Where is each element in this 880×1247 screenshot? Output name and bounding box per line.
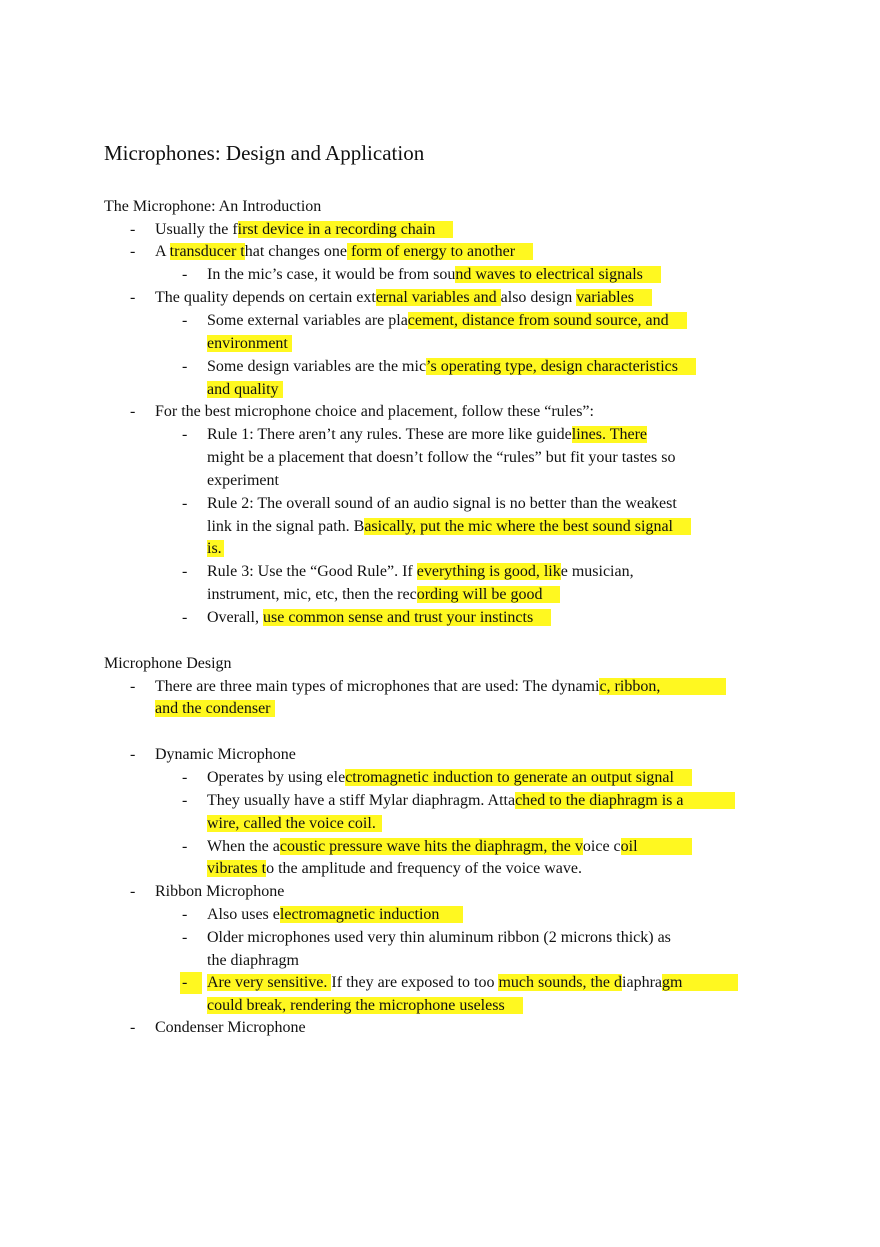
- list-item-continuation: instrument, mic, etc, then the recording will be good: [207, 584, 560, 606]
- list-item: Older microphones used very thin aluminum ribbon (2 microns thick) as: [207, 929, 671, 946]
- list-item: Some design variables are the mic’s operating type, design characteristics: [207, 356, 696, 378]
- list-item: Operates by using electromagnetic induction to generate an output signal: [207, 767, 692, 789]
- bullet-dash: -: [182, 906, 188, 923]
- list-item: Rule 1: There aren’t any rules. These are more like guidelines. There: [207, 426, 647, 443]
- list-item: For the best microphone choice and placement, follow these “rules”:: [155, 403, 594, 420]
- bullet-dash: -: [130, 1019, 136, 1036]
- list-item: Rule 3: Use the “Good Rule”. If everything is good, like musician,: [207, 563, 634, 580]
- list-item: When the acoustic pressure wave hits the diaphragm, the voice coil: [207, 836, 692, 858]
- section-heading: The Microphone: An Introduction: [104, 198, 322, 215]
- bullet-dash: -: [130, 243, 136, 260]
- bullet-dash: -: [130, 221, 136, 238]
- list-item: In the mic’s case, it would be from sound waves to electrical signals: [207, 264, 661, 286]
- bullet-dash: -: [182, 495, 188, 512]
- list-item: A transducer that changes one form of energy to another: [155, 241, 533, 263]
- list-item: Condenser Microphone: [155, 1019, 306, 1036]
- list-item: There are three main types of microphones that are used: The dynamic, ribbon,: [155, 676, 726, 698]
- bullet-dash: -: [130, 746, 136, 763]
- bullet-dash: -: [130, 883, 136, 900]
- list-item: Usually the first device in a recording chain: [155, 219, 453, 241]
- list-item-continuation: could break, rendering the microphone useless: [207, 995, 523, 1017]
- bullet-dash: -: [182, 792, 188, 809]
- list-item: Dynamic Microphone: [155, 746, 296, 763]
- list-item-continuation: experiment: [207, 472, 279, 489]
- list-item: Also uses electromagnetic induction: [207, 904, 463, 926]
- list-item: They usually have a stiff Mylar diaphragm. Attached to the diaphragm is a: [207, 790, 735, 812]
- bullet-dash: -: [130, 289, 136, 306]
- list-item-continuation: environment: [207, 333, 292, 355]
- bullet-dash: -: [182, 266, 188, 283]
- list-item-continuation: is.: [207, 540, 222, 557]
- list-item-continuation: vibrates to the amplitude and frequency of the voice wave.: [207, 860, 582, 877]
- bullet-dash: -: [130, 403, 136, 420]
- list-item-continuation: link in the signal path. Basically, put the mic where the best sound signal: [207, 516, 691, 538]
- bullet-dash: -: [182, 838, 188, 855]
- list-item: Ribbon Microphone: [155, 883, 285, 900]
- bullet-dash: -: [130, 678, 136, 695]
- list-item: Are very sensitive. If they are exposed to too much sounds, the diaphragm: [207, 972, 738, 994]
- list-item-continuation: might be a placement that doesn’t follow the “rules” but fit your tastes so: [207, 449, 676, 466]
- document-title: Microphones: Design and Application: [104, 141, 425, 165]
- bullet-dash: -: [182, 563, 188, 580]
- list-item: Some external variables are placement, distance from sound source, and: [207, 310, 687, 332]
- list-item: Overall, use common sense and trust your instincts: [207, 607, 551, 629]
- list-item-continuation: the diaphragm: [207, 952, 299, 969]
- bullet-dash: -: [182, 609, 188, 626]
- list-item-continuation: and the condenser: [155, 698, 275, 720]
- bullet-dash: -: [182, 426, 188, 443]
- list-item: The quality depends on certain external variables and also design variables: [155, 287, 652, 309]
- list-item-continuation: and quality: [207, 379, 283, 401]
- section-heading: Microphone Design: [104, 655, 232, 672]
- bullet-dash: -: [182, 312, 188, 329]
- bullet-dash: -: [182, 769, 188, 786]
- bullet-dash: -: [182, 358, 188, 375]
- list-item-continuation: wire, called the voice coil.: [207, 813, 382, 835]
- list-item: Rule 2: The overall sound of an audio signal is no better than the weakest: [207, 495, 677, 512]
- bullet-dash: -: [182, 929, 188, 946]
- bullet-dash: -: [182, 974, 188, 991]
